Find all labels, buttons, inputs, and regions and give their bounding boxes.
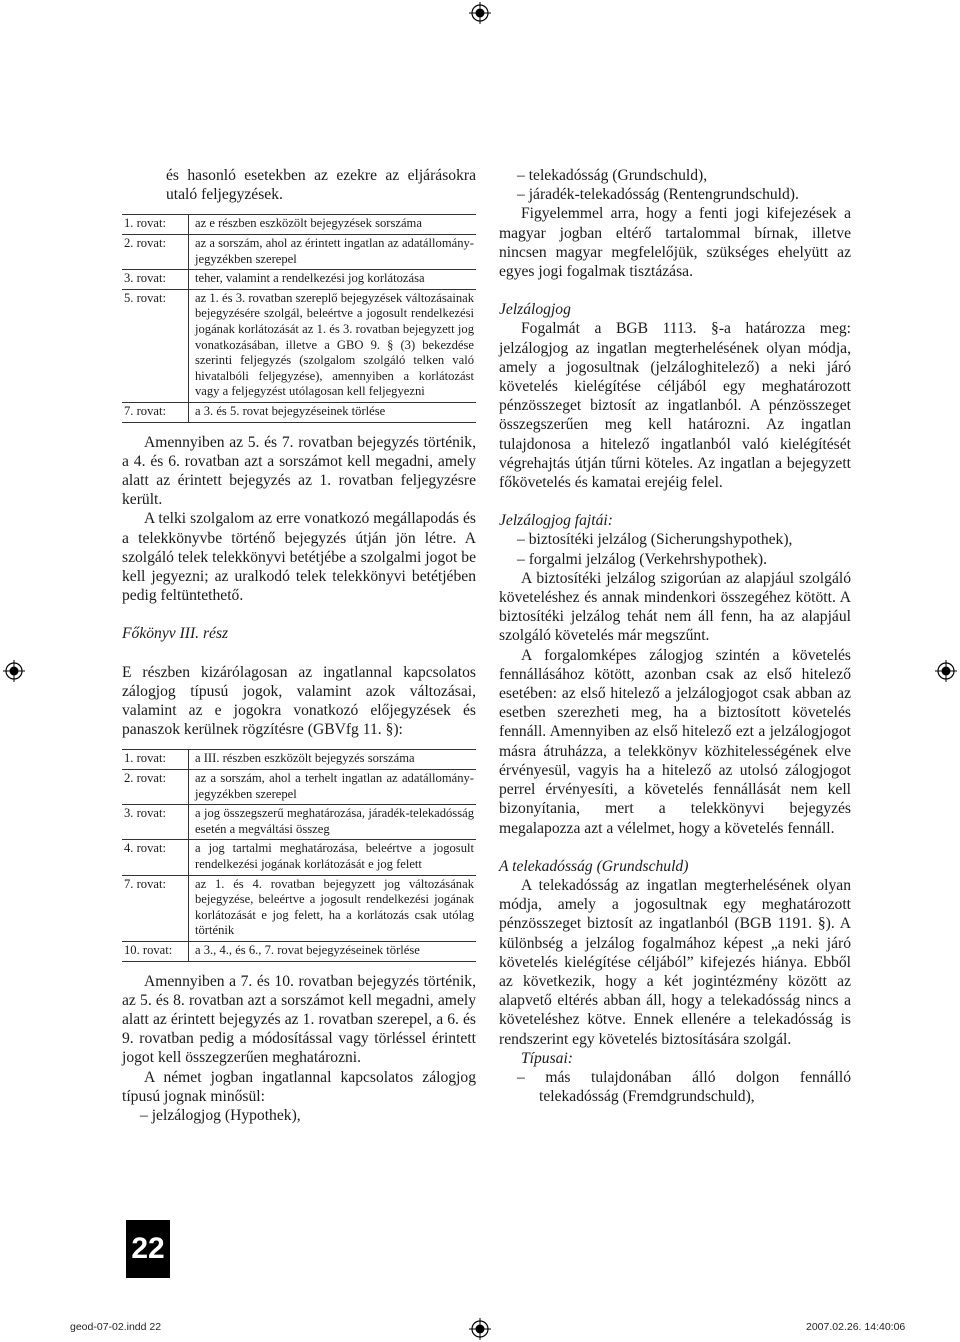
table-row <box>122 769 476 804</box>
rovat-table-2 <box>122 749 476 961</box>
paragraph: Amennyiben az 5. és 7. rovatban bejegyzés történik, a 4. és 6. rovatban azt a sorszámot kell megadni, amely alatt az érintett bejegyzés az 1. rovatban feljegyzésre került. <box>122 433 476 509</box>
list-item: – jelzálogjog (Hypothek), <box>140 1106 301 1124</box>
footer-date: 2007.02.26. 14:40:06 <box>806 1321 906 1333</box>
rovat-description: a jog tartalmi meghatározása, beleértve a jogosult rendelkezési jogának korlátozását e jog felett <box>189 840 477 875</box>
rovat-label: 7. rovat: <box>122 875 189 941</box>
section-heading: Főkönyv III. rész <box>122 625 229 643</box>
section-heading: Jelzálogjog fajtái: <box>499 512 613 530</box>
rovat-description: az a sorszám, ahol az érintett ingatlan az adatállomány-jegyzékben szerepel <box>189 235 477 270</box>
paragraph: A biztosítéki jelzálog szigorúan az alapjául szolgáló követeléshez és annak mindenkori összegéhez kötött. A biztosítéki jelzálog tehát nem áll fenn, ha az alapjául szolgáló követelés már megszűnt. <box>499 569 851 645</box>
rovat-label: 3. rovat: <box>122 805 189 840</box>
table-row <box>122 215 476 235</box>
list-item: – járadék-telekadósság (Rentengrundschuld). <box>517 186 799 204</box>
left-column <box>122 166 476 1125</box>
paragraph: E részben kizárólagosan az ingatlannal kapcsolatos zálogjog típusú jogok, valamint azok változásai, valamint az e jogokra vonatkozó előjegyzések és panaszok kerülnek rögzítésre (GBVfg 11. §): <box>122 663 476 739</box>
registration-mark-icon <box>469 2 491 24</box>
rovat-label: 2. rovat: <box>122 235 189 270</box>
paragraph: A telekadósság az ingatlan megterhelésének olyan módja, amely a jogosultnak egy meghatározott pénzösszeget biztosít az ingatlanból (BGB 1191. §). A különbség a jelzálog fogalmához képest „a neki járó követelés kielégítése céljából” kifejezés hiánya. Ebből az következik, hogy a két jogintézmény között az alapvető eltérés abban áll, hogy a telekadósság nincs a követeléshez kötve. Ennek ellenére a telekadósság is rendszerint egy követelés biztosítására szolgál. <box>499 876 851 1048</box>
rovat-label: 4. rovat: <box>122 840 189 875</box>
page-number: 22 <box>126 1220 170 1278</box>
paragraph: A telki szolgalom az erre vonatkozó megállapodás és a telekkönyvbe történő bejegyzés útján jön létre. A szolgáló telek telekkönyvi betétjébe a szolgalmi jogot be kell jegyezni; az uralkodó telek telekkönyvi betétjében pedig feltüntethető. <box>122 510 476 605</box>
rovat-description: a 3. és 5. rovat bejegyzéseinek törlése <box>189 402 477 422</box>
table-row <box>122 941 476 961</box>
paragraph: Figyelemmel arra, hogy a fenti jogi kifejezések a magyar jogban eltérő tartalommal bírnak, illetve nincsen magyar megfelelőjük, szükséges ehelyütt az egyes jogi fogalmak tisztázása. <box>499 205 851 281</box>
rovat-label: 7. rovat: <box>122 402 189 422</box>
table-row <box>122 805 476 840</box>
rovat-description: a 3., 4., és 6., 7. rovat bejegyzéseinek törlése <box>189 941 477 961</box>
list-item: – biztosítéki jelzálog (Sicherungshypothek), <box>517 531 793 549</box>
rovat-label: 10. rovat: <box>122 941 189 961</box>
table-row <box>122 840 476 875</box>
table-row <box>122 270 476 290</box>
list-item: – forgalmi jelzálog (Verkehrshypothek). <box>517 550 768 568</box>
rovat-label: 3. rovat: <box>122 270 189 290</box>
rovat-description: az 1. és 3. rovatban szereplő bejegyzések változásainak bejegyzésére szolgál, beleértve a jogosult rendelkezési jogának korlátozását az 1. és 3. rovatban bejegyzett jog vonatkozásában, illetve a GBO 9. § (3) bekezdése szerinti feljegyzés (szolgalom szolgáló telken való hivatalbóli feljegyzése), amennyiben a korlátozást vagy a feljegyzést utólagosan kell feljegyezni <box>189 289 477 402</box>
right-column <box>499 166 851 1106</box>
table-row <box>122 235 476 270</box>
footer-file: geod-07-02.indd 22 <box>70 1321 162 1333</box>
table-row <box>122 402 476 422</box>
section-heading: Típusai: <box>521 1049 573 1067</box>
rovat-description: teher, valamint a rendelkezési jog korlátozása <box>189 270 477 290</box>
paragraph: A forgalomképes zálogjog szintén a követelés fennállásához kötött, azonban csak az első hitelező esetében: az első hitelező a jelzálogjogot csak abban az esetben szerezheti meg, ha a biztosított követelés fennáll. Amennyiben az első hitelező ezt a jelzálogjogot másra átruházza, a telekkönyv közhitelességének elve érvényesül, vagyis ha a hitelező az utolsó zálogjogot perrel érvényesíti, a követelés fennállását nem kell bizonyítania, mert a telekkönyvi bejegyzés megalapozza azt a vélelmet, hogy a követelés fennáll. <box>499 646 851 837</box>
table-row <box>122 289 476 402</box>
section-heading: A telekadósság (Grundschuld) <box>499 857 689 875</box>
registration-mark-icon <box>469 1318 491 1340</box>
rovat-label: 5. rovat: <box>122 289 189 402</box>
list-item: – más tulajdonában álló dolgon fennálló telekadósság (Fremdgrundschuld), <box>517 1068 851 1106</box>
table-row <box>122 875 476 941</box>
intro-text: és hasonló esetekben az ezekre az eljárásokra utaló feljegyzések. <box>166 167 476 204</box>
registration-mark-icon <box>3 660 25 682</box>
list-item: – telekadósság (Grundschuld), <box>517 167 708 184</box>
rovat-table-1 <box>122 214 476 422</box>
paragraph: Amennyiben a 7. és 10. rovatban bejegyzés történik, az 5. és 8. rovatban azt a sorszámot kell megadni, amely alatt az érintett bejegyzés az 1. rovatban szerepel, a 6. és 9. rovatban pedig a módosítással vagy törléssel érintett jogot kell összegzerűen meghatározni. <box>122 972 476 1067</box>
rovat-description: a jog összegszerű meghatározása, járadék-telekadósság esetén a megváltási összeg <box>189 805 477 840</box>
rovat-description: az 1. és 4. rovatban bejegyzett jog változásának bejegyzése, beleértve a jogosult rendelkezési jogának korlátozását e jog felett, ha a korlátozás csak utólag történik <box>189 875 477 941</box>
rovat-description: az a sorszám, ahol a terhelt ingatlan az adatállomány-jegyzékben szerepel <box>189 769 477 804</box>
paragraph: A német jogban ingatlannal kapcsolatos zálogjog típusú jognak minősül: <box>122 1068 476 1105</box>
rovat-label: 1. rovat: <box>122 215 189 235</box>
rovat-description: az e részben eszközölt bejegyzések sorszáma <box>189 215 477 235</box>
rovat-label: 2. rovat: <box>122 769 189 804</box>
table-row <box>122 750 476 770</box>
registration-mark-icon <box>935 660 957 682</box>
rovat-description: a III. részben eszközölt bejegyzés sorszáma <box>189 750 477 770</box>
section-heading: Jelzálogjog <box>499 301 571 319</box>
rovat-label: 1. rovat: <box>122 750 189 770</box>
paragraph: Fogalmát a BGB 1113. §-a határozza meg: jelzálogjog az ingatlan megterhelésének olyan módja, amely a jogosultnak (jelzáloghitelező) a neki járó követelés kielégítése céljából egy meghatározott pénzösszeget biztosít az ingatlanból. A pénzösszeget összegszerűen meg kell határozni. Az ingatlan tulajdonosa a hitelező ingatlanból való kielégítését végrehajtás útján tűrni köteles. Az ingatlan a bejegyzett főkövetelés és kamatai erejéig felel. <box>499 320 851 492</box>
